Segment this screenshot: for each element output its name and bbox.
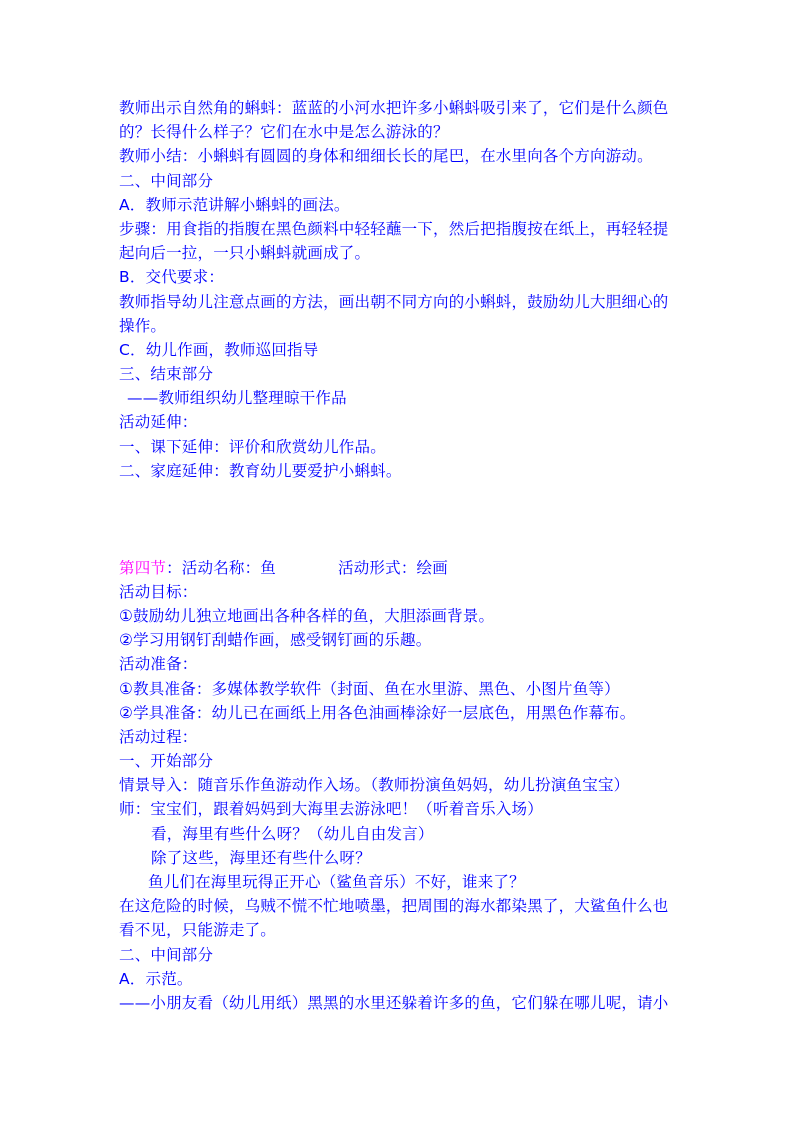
paragraph-line: 二、家庭延伸：教育幼儿要爱护小蝌蚪。 (119, 461, 402, 480)
blank-space (119, 483, 679, 556)
paragraph-line: ②学具准备：幼儿已在画纸上用各色油画棒涂好一层底色，用黑色作幕布。 (119, 703, 636, 722)
paragraph-line: 情景导入：随音乐作鱼游动作入场。（教师扮演鱼妈妈，幼儿扮演鱼宝宝） (119, 776, 630, 795)
section-4-body (119, 556, 679, 1016)
paragraph-line: ②学习用钢钉刮蜡作画，感受钢钉画的乐趣。 (119, 631, 432, 650)
paragraph-line: 教师指导幼儿注意点画的方法，画出朝不同方向的小蝌蚪，鼓励幼儿大胆细心的 (119, 292, 669, 311)
section-heading: 一、开始部分 (119, 752, 214, 771)
paragraph-line: 活动延伸： (119, 413, 198, 432)
activity-form: 活动形式：绘画 (338, 558, 448, 577)
paragraph-line: 看不见，只能游走了。 (119, 921, 277, 940)
paragraph-line: 在这危险的时候，乌贼不慌不忙地喷墨，把周围的海水都染黑了，大鲨鱼什么也 (119, 897, 669, 916)
paragraph-line: 的？长得什么样子？它们在水中是怎么游泳的？ (119, 123, 449, 142)
activity-name: ：活动名称：鱼 (166, 558, 277, 577)
paragraph-line: 操作。 (119, 316, 167, 335)
paragraph-line: 师：宝宝们，跟着妈妈到大海里去游泳吧！（听着音乐入场） (119, 800, 543, 819)
section-3-body (119, 96, 679, 483)
section-heading: 二、中间部分 (119, 171, 214, 190)
section-title (119, 556, 679, 580)
paragraph-line: 步骤：用食指的指腹在黑色颜料中轻轻蘸一下，然后把指腹按在纸上，再轻轻提 (119, 219, 669, 238)
section-heading: 三、结束部分 (119, 365, 214, 384)
paragraph-line: A．示范。 (119, 969, 193, 988)
paragraph-line: ——小朋友看（幼儿用纸）黑黑的水里还躲着许多的鱼，它们躲在哪儿呢，请小 (119, 993, 669, 1012)
paragraph-line: ——教师组织幼儿整理晾干作品 (127, 389, 347, 408)
paragraph-line: 活动目标： (119, 582, 198, 601)
paragraph-line: ①鼓励幼儿独立地画出各种各样的鱼，大胆添画背景。 (119, 606, 495, 625)
paragraph-line: A．教师示范讲解小蝌蚪的画法。 (119, 195, 350, 214)
paragraph-line: 教师出示自然角的蝌蚪：蓝蓝的小河水把许多小蝌蚪吸引来了，它们是什么颜色 (119, 99, 669, 117)
section-heading: 二、中间部分 (119, 945, 214, 964)
paragraph-line: 活动准备： (119, 655, 198, 674)
paragraph-line: ①教具准备：多媒体教学软件（封面、鱼在水里游、黑色、小图片鱼等） (119, 679, 620, 698)
paragraph-line: 起向后一拉，一只小蝌蚪就画成了。 (119, 244, 371, 263)
paragraph-line: 除了这些，海里还有些什么呀？ (151, 848, 371, 867)
paragraph-line: B．交代要求： (119, 268, 225, 287)
section-label: 第四节 (119, 558, 167, 577)
paragraph-line: 看，海里有些什么呀？（幼儿自由发言） (151, 824, 434, 843)
paragraph-line: C．幼儿作画，教师巡回指导 (119, 340, 319, 359)
paragraph-line: 鱼儿们在海里玩得正开心（鲨鱼音乐）不好，谁来了？ (148, 873, 525, 892)
paragraph-line: 活动过程： (119, 727, 198, 746)
paragraph-line: 教师小结：小蝌蚪有圆圆的身体和细细长长的尾巴，在水里向各个方向游动。 (119, 147, 653, 166)
paragraph-line: 一、课下延伸：评价和欣赏幼儿作品。 (119, 437, 386, 456)
document-page (119, 96, 679, 1015)
